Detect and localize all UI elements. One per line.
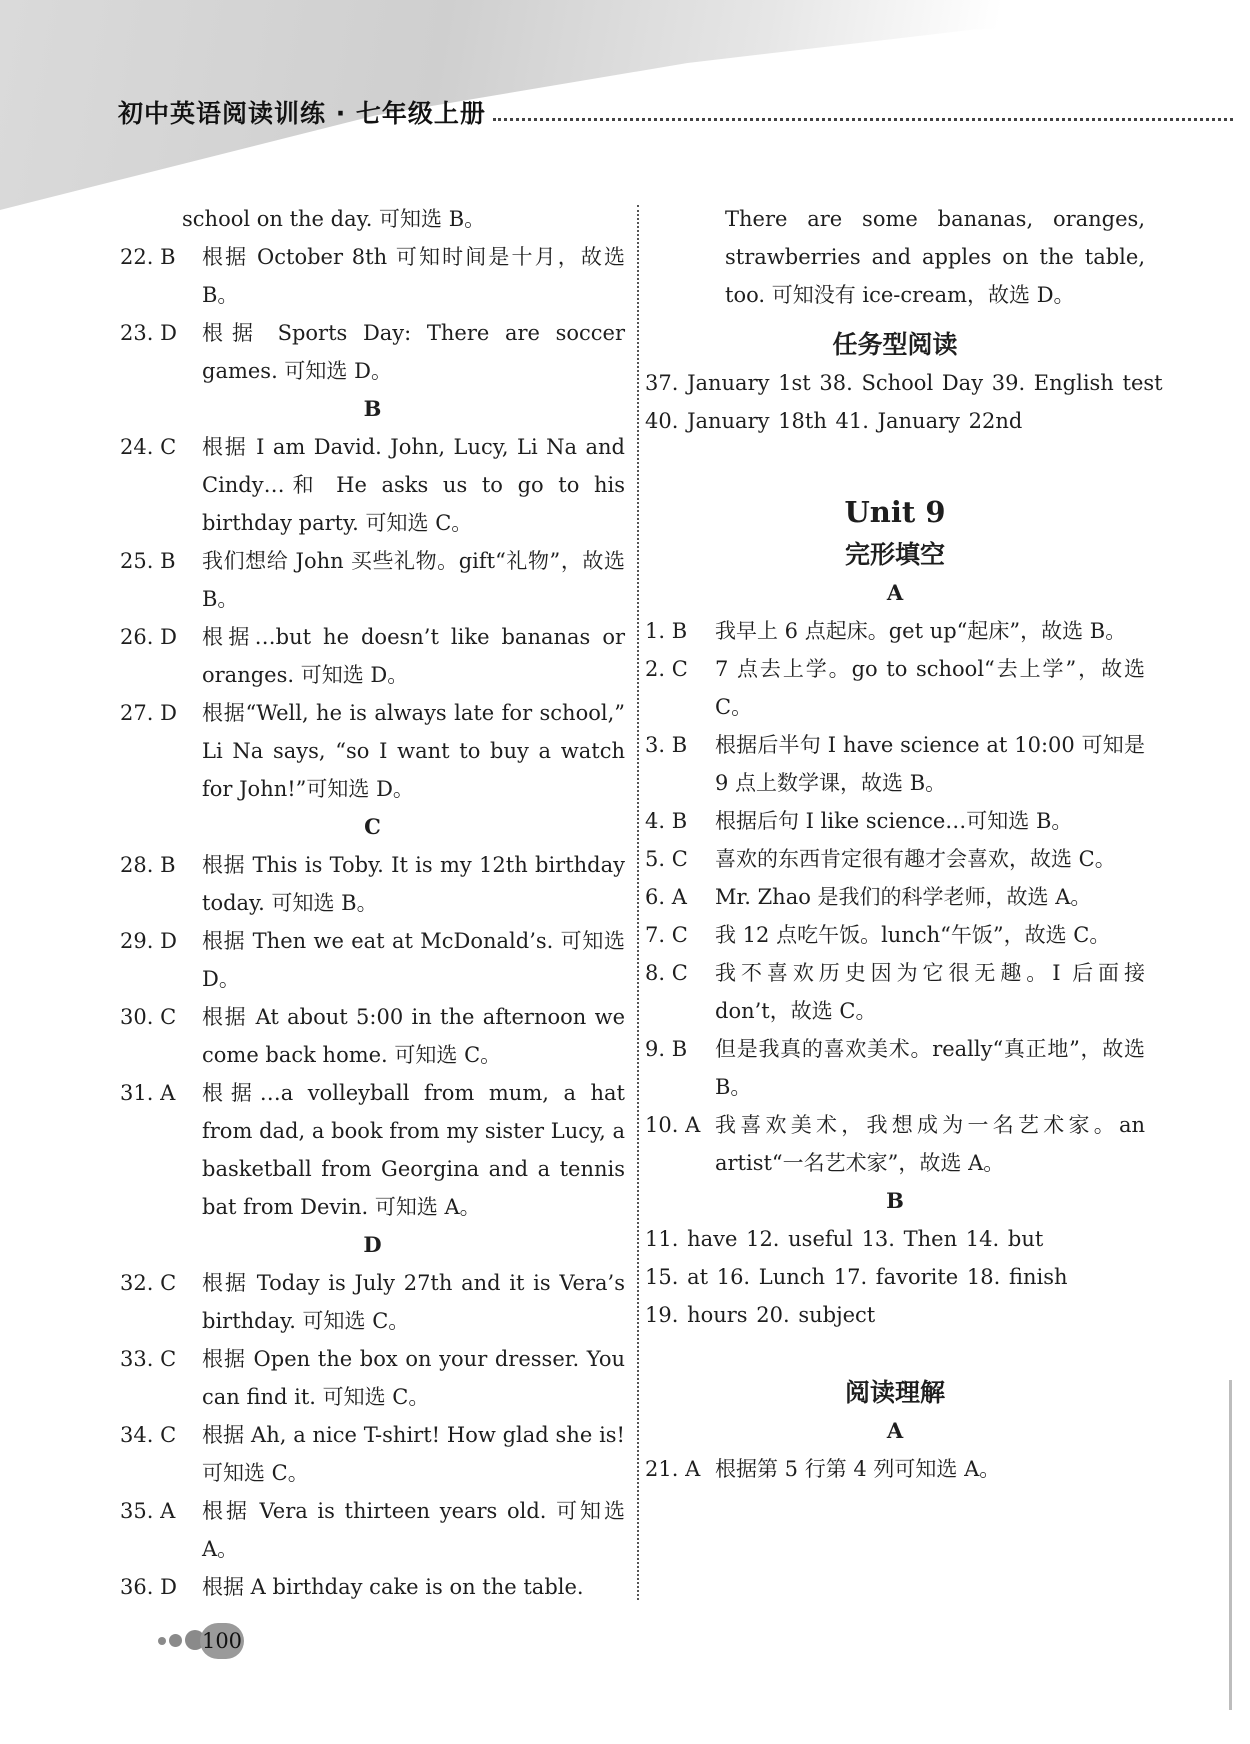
answer-number: 21. A — [645, 1457, 701, 1481]
task-answers-line: 37. January 1st 38. School Day 39. English test — [645, 371, 1163, 395]
answer-number: 4. B — [645, 809, 688, 833]
answer-item — [120, 1264, 625, 1340]
answer-explanation: 根据“Well, he is always late for school,” Li Na says, “so I want to buy a watch for John!”可知选 D。 — [202, 701, 625, 801]
answer-list-c — [120, 846, 625, 1226]
answer-number: 26. D — [120, 625, 177, 649]
answer-item — [645, 840, 1145, 878]
answer-number: 22. B — [120, 245, 176, 269]
answer-number: 28. B — [120, 853, 176, 877]
section-title-task-reading: 任务型阅读 — [832, 330, 958, 359]
answer-item — [645, 1450, 1145, 1488]
answer-explanation: 我喜欢美术，我想成为一名艺术家。an artist“一名艺术家”，故选 A。 — [715, 1113, 1145, 1175]
answer-explanation: 我早上 6 点起床。get up“起床”，故选 B。 — [715, 619, 1127, 643]
cloze-answer-list — [645, 612, 1145, 1182]
answer-item — [120, 998, 625, 1074]
continued-text: school on the day. 可知选 B。 — [182, 207, 486, 231]
answer-item — [120, 694, 625, 808]
answer-explanation: 根据 Then we eat at McDonald’s. 可知选 D。 — [202, 929, 625, 991]
answer-item — [120, 238, 625, 314]
answer-item — [120, 314, 625, 390]
answer-number: 31. A — [120, 1081, 176, 1105]
answer-item — [645, 954, 1145, 1030]
page-edge-shadow — [1229, 1380, 1232, 1710]
section-label-d: D — [363, 1232, 382, 1257]
answer-list-d — [120, 1264, 625, 1606]
section-label-a: A — [886, 580, 904, 605]
answer-item — [120, 1340, 625, 1416]
answer-number: 33. C — [120, 1347, 177, 1371]
answer-item — [645, 612, 1145, 650]
answer-explanation: 根据 October 8th 可知时间是十月，故选 B。 — [202, 245, 625, 307]
answer-explanation: 根据 Sports Day: There are soccer games. 可知选 D。 — [202, 321, 625, 383]
header-dotted-rule — [493, 118, 1233, 121]
answer-explanation: 根据…but he doesn’t like bananas or oranges. 可知选 D。 — [202, 625, 625, 687]
answer-explanation: 根据 A birthday cake is on the table. — [202, 1575, 584, 1599]
fill-answers-line: 15. at 16. Lunch 17. favorite 18. finish — [645, 1265, 1068, 1289]
answer-number: 8. C — [645, 961, 688, 985]
answer-item — [120, 1416, 625, 1492]
answer-number: 25. B — [120, 549, 176, 573]
answer-explanation: 根据后半句 I have science at 10:00 可知是 9 点上数学课，故选 B。 — [715, 733, 1145, 795]
answer-item — [120, 1074, 625, 1226]
footer-dot-small — [158, 1637, 166, 1645]
answer-number: 1. B — [645, 619, 688, 643]
answer-explanation: 但是我真的喜欢美术。really“真正地”，故选 B。 — [715, 1037, 1145, 1099]
answer-explanation: 根据…a volleyball from mum, a hat from dad, a book from my sister Lucy, a basketball from Georgina and a tennis bat from Devin. 可知选 A。 — [202, 1081, 625, 1219]
answer-item — [645, 650, 1145, 726]
answer-explanation: 根据 Today is July 27th and it is Vera’s birthday. 可知选 C。 — [202, 1271, 625, 1333]
answer-explanation: 我 12 点吃午饭。lunch“午饭”，故选 C。 — [715, 923, 1111, 947]
answer-number: 24. C — [120, 435, 177, 459]
answer-item — [120, 922, 625, 998]
answer-explanation: 喜欢的东西肯定很有趣才会喜欢，故选 C。 — [715, 847, 1116, 871]
answer-explanation: 根据 Ah, a nice T-shirt! How glad she is! 可知选 C。 — [202, 1423, 625, 1485]
answer-item — [645, 726, 1145, 802]
answer-explanation: 根据 Vera is thirteen years old. 可知选 A。 — [202, 1499, 625, 1561]
answer-number: 35. A — [120, 1499, 176, 1523]
answer-number: 5. C — [645, 847, 688, 871]
answer-item — [645, 916, 1145, 954]
answer-explanation: 我们想给 John 买些礼物。gift“礼物”，故选 B。 — [202, 549, 625, 611]
unit-title: Unit 9 — [844, 495, 946, 529]
task-answers-line: 40. January 18th 41. January 22nd — [645, 409, 1023, 433]
answer-number: 29. D — [120, 929, 177, 953]
book-title: 初中英语阅读训练 · 七年级上册 — [118, 99, 486, 128]
section-label-b: B — [363, 396, 382, 421]
section-title-reading: 阅读理解 — [844, 1378, 945, 1407]
answer-explanation: 根据 This is Toby. It is my 12th birthday today. 可知选 B。 — [202, 853, 625, 915]
fill-answers-line: 19. hours 20. subject — [645, 1303, 876, 1327]
section-label-c: C — [364, 814, 381, 839]
answer-explanation: 7 点去上学。go to school“去上学”，故选 C。 — [715, 657, 1145, 719]
column-divider — [637, 205, 639, 1600]
answer-explanation: 根据第 5 行第 4 列可知选 A。 — [715, 1457, 1001, 1481]
answer-explanation: 根据 Open the box on your dresser. You can find it. 可知选 C。 — [202, 1347, 625, 1409]
answer-explanation: Mr. Zhao 是我们的科学老师，故选 A。 — [715, 885, 1092, 909]
answer-item — [645, 1030, 1145, 1106]
section-label-a: A — [886, 1418, 904, 1443]
answer-item — [120, 618, 625, 694]
answer-item — [120, 1568, 625, 1606]
answer-list-a — [120, 238, 625, 390]
answer-number: 6. A — [645, 885, 687, 909]
page-number: 100 — [200, 1623, 244, 1659]
answer-number: 36. D — [120, 1575, 177, 1599]
section-title-cloze: 完形填空 — [844, 540, 945, 569]
answer-explanation: 根据 At about 5:00 in the afternoon we come back home. 可知选 C。 — [202, 1005, 625, 1067]
answer-explanation: 我不喜欢历史因为它很无趣。I 后面接 don’t，故选 C。 — [715, 961, 1145, 1023]
answer-item — [645, 1106, 1145, 1182]
answer-number: 7. C — [645, 923, 688, 947]
fill-answers-line: 11. have 12. useful 13. Then 14. but — [645, 1227, 1044, 1251]
answer-item — [120, 1492, 625, 1568]
answer-item — [645, 802, 1145, 840]
answer-item — [120, 846, 625, 922]
answer-item — [645, 878, 1145, 916]
answer-number: 30. C — [120, 1005, 177, 1029]
footer-dot-medium — [169, 1634, 182, 1647]
answer-number: 23. D — [120, 321, 177, 345]
answer-number: 3. B — [645, 733, 688, 757]
answer-list-b — [120, 428, 625, 808]
answer-explanation: 根据后句 I like science…可知选 B。 — [715, 809, 1073, 833]
answer-explanation: 根据 I am David. John, Lucy, Li Na and Cindy…和 He asks us to go to his birthday party. 可知选 C。 — [202, 435, 625, 535]
right-column — [645, 200, 1163, 1488]
answer-number: 27. D — [120, 701, 177, 725]
answer-number: 2. C — [645, 657, 688, 681]
answer-number: 34. C — [120, 1423, 177, 1447]
section-label-b: B — [886, 1188, 904, 1213]
continued-text: There are some bananas, oranges, strawberries and apples on the table, too. 可知没有 ice-cream，故选 D。 — [725, 207, 1145, 307]
left-column — [120, 200, 625, 1606]
answer-number: 9. B — [645, 1037, 688, 1061]
answer-item — [120, 428, 625, 542]
answer-number: 32. C — [120, 1271, 177, 1295]
answer-number: 10. A — [645, 1113, 701, 1137]
answer-item — [120, 542, 625, 618]
